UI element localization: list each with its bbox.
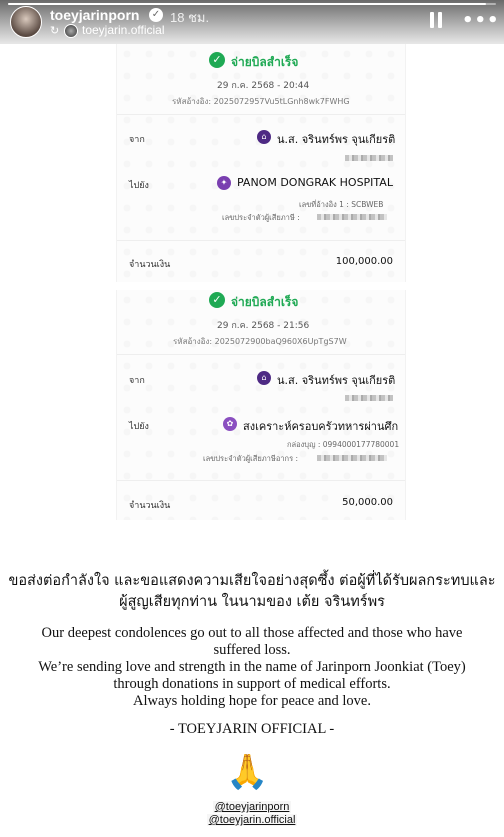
- divider: [117, 480, 405, 481]
- caption-english-line: Our deepest condolences go out to all those affected and those who have: [41, 625, 463, 641]
- folded-hands-icon: 🙏: [226, 752, 269, 792]
- from-label: จาก: [129, 376, 145, 386]
- divider: [117, 240, 405, 241]
- from-label: จาก: [129, 135, 145, 145]
- tax-id-label: เลขประจำตัวผู้เสียภาษีอากร :: [203, 454, 299, 463]
- payment-status: จ่ายบิลสำเร็จ: [231, 55, 299, 69]
- payment-receipt: [116, 290, 406, 520]
- post-time: 18 ชม.: [170, 10, 210, 25]
- to-reference-1: เลขที่อ้างอิง 1 : SCBWEB: [299, 200, 384, 209]
- repost-icon: ↻: [50, 24, 60, 37]
- payment-datetime: 29 ก.ค. 2568 - 20:44: [217, 81, 310, 91]
- to-name: PANOM DONGRAK HOSPITAL: [237, 176, 393, 189]
- mention-sticker[interactable]: [0, 814, 504, 826]
- payment-receipt: [116, 44, 406, 282]
- masked-account: [345, 155, 393, 161]
- caption-english-line: We’re sending love and strength in the name of Jarinporn Joonkiat (Toey): [38, 659, 466, 675]
- from-name: น.ส. จรินทร์พร จุนเกียรติ: [277, 374, 396, 387]
- payment-status: จ่ายบิลสำเร็จ: [231, 295, 299, 309]
- caption-thai: [0, 571, 504, 613]
- to-label: ไปยัง: [129, 422, 149, 432]
- bank-logo-icon: ⌂: [257, 371, 271, 385]
- check-circle-icon: ✓: [209, 292, 225, 308]
- verified-badge-icon: ✓: [149, 8, 163, 22]
- amount-value: 50,000.00: [342, 497, 393, 508]
- amount-value: 100,000.00: [335, 256, 393, 267]
- mention-sticker[interactable]: [0, 801, 504, 813]
- payment-reference: รหัสอ้างอิง: 2025072957Vu5tLGnh8wk7FWHG: [172, 97, 350, 106]
- story-header: [0, 0, 504, 44]
- to-name: สงเคราะห์ครอบครัวทหารผ่านศึก: [243, 420, 399, 433]
- caption-english-line: through donations in support of medical efforts.: [113, 676, 391, 692]
- divider: [117, 114, 405, 115]
- from-name: น.ส. จรินทร์พร จุนเกียรติ: [277, 133, 396, 146]
- payee-logo-icon: ✦: [217, 176, 231, 190]
- pause-icon[interactable]: [430, 12, 442, 28]
- to-label: ไปยัง: [129, 181, 149, 191]
- caption-english-line: Always holding hope for peace and love.: [133, 693, 371, 709]
- masked-tax-id: [317, 214, 387, 220]
- check-circle-icon: ✓: [209, 52, 225, 68]
- payment-reference: รหัสอ้างอิง: 2025072900baQ960X6UpTgS7W: [173, 337, 347, 346]
- subaccount-avatar[interactable]: [64, 24, 78, 38]
- divider: [117, 354, 405, 355]
- bank-logo-icon: ⌂: [257, 130, 271, 144]
- masked-tax-id: [317, 455, 387, 461]
- caption-english: [0, 625, 504, 710]
- more-options-icon[interactable]: •••: [462, 10, 500, 31]
- caption-thai-line: ผู้สูญเสียทุกท่าน ในนามของ เต้ย จรินทร์พร: [119, 594, 385, 610]
- payment-datetime: 29 ก.ค. 2568 - 21:56: [217, 321, 310, 331]
- donation-box-id: กล่องบุญ : 0994000177780001: [287, 440, 400, 449]
- signature: - TOEYJARIN OFFICIAL -: [169, 721, 335, 737]
- masked-account: [345, 395, 393, 401]
- username[interactable]: toeyjarinporn: [50, 7, 140, 23]
- payee-logo-icon: ✿: [223, 417, 237, 431]
- subaccount-link[interactable]: toeyjarin.official: [82, 23, 165, 37]
- caption-thai-line: ขอส่งต่อกำลังใจ และขอแสดงความเสียใจอย่างสุดซึ้ง ต่อผู้ที่ได้รับผลกระทบและ: [8, 573, 496, 589]
- mention-text[interactable]: @toeyjarinporn: [214, 801, 290, 813]
- caption-english-line: suffered loss.: [213, 642, 291, 658]
- amount-label: จำนวนเงิน: [129, 260, 171, 270]
- amount-label: จำนวนเงิน: [129, 501, 171, 511]
- avatar[interactable]: [10, 6, 42, 38]
- mention-text[interactable]: @toeyjarin.official: [208, 814, 296, 826]
- tax-id-label: เลขประจำตัวผู้เสียภาษี :: [222, 213, 300, 222]
